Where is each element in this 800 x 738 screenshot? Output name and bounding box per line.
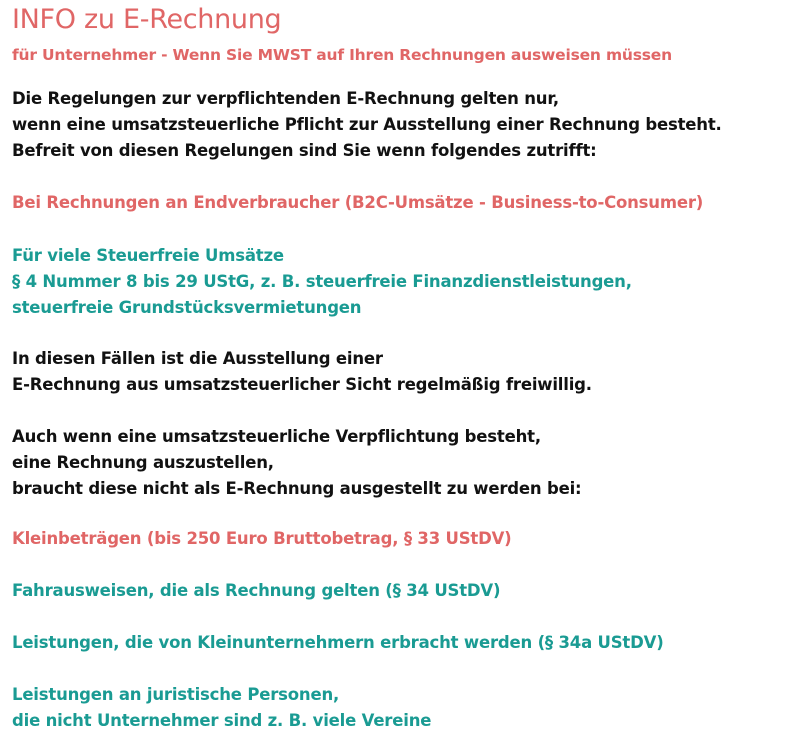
tax-free-line: § 4 Nummer 8 bis 29 UStG, z. B. steuerfreie Finanzdienstleistungen, <box>12 272 632 291</box>
tax-free-line: steuerfreie Grundstücksvermietungen <box>12 298 362 317</box>
intro-line: Die Regelungen zur verpflichtenden E-Rechnung gelten nur, <box>12 89 559 108</box>
intro-line: wenn eine umsatzsteuerliche Pflicht zur Ausstellung einer Rechnung besteht. <box>12 115 722 134</box>
obligation-line: eine Rechnung auszustellen, <box>12 453 274 472</box>
obligation-paragraph <box>12 424 581 502</box>
intro-line: Befreit von diesen Regelungen sind Sie wenn folgendes zutrifft: <box>12 141 597 160</box>
legal-entities-exemption <box>12 682 431 734</box>
b2c-line: Bei Rechnungen an Endverbraucher (B2C-Umsätze - Business-to-Consumer) <box>12 193 704 212</box>
intro-paragraph <box>12 86 722 164</box>
small-amounts-exemption <box>12 526 512 552</box>
b2c-exemption <box>12 190 703 216</box>
tickets-line: Fahrausweisen, die als Rechnung gelten (§ 34 UStDV) <box>12 581 501 600</box>
legal-entities-line: Leistungen an juristische Personen, <box>12 685 340 704</box>
small-business-exemption <box>12 630 664 656</box>
small-business-line: Leistungen, die von Kleinunternehmern erbracht werden (§ 34a UStDV) <box>12 633 664 652</box>
voluntary-line: In diesen Fällen ist die Ausstellung einer <box>12 349 383 368</box>
legal-entities-line: die nicht Unternehmer sind z. B. viele Vereine <box>12 711 432 730</box>
obligation-line: braucht diese nicht als E-Rechnung ausgestellt zu werden bei: <box>12 479 582 498</box>
obligation-line: Auch wenn eine umsatzsteuerliche Verpflichtung besteht, <box>12 427 541 446</box>
tax-free-line: Für viele Steuerfreie Umsätze <box>12 246 284 265</box>
page-title: INFO zu E-Rechnung <box>12 4 282 35</box>
tickets-exemption <box>12 578 500 604</box>
tax-free-exemption <box>12 243 632 321</box>
page-subtitle: für Unternehmer - Wenn Sie MWST auf Ihren Rechnungen ausweisen müssen <box>12 46 672 64</box>
small-amounts-line: Kleinbeträgen (bis 250 Euro Bruttobetrag, § 33 UStDV) <box>12 529 512 548</box>
voluntary-paragraph <box>12 346 592 398</box>
voluntary-line: E-Rechnung aus umsatzsteuerlicher Sicht regelmäßig freiwillig. <box>12 375 592 394</box>
